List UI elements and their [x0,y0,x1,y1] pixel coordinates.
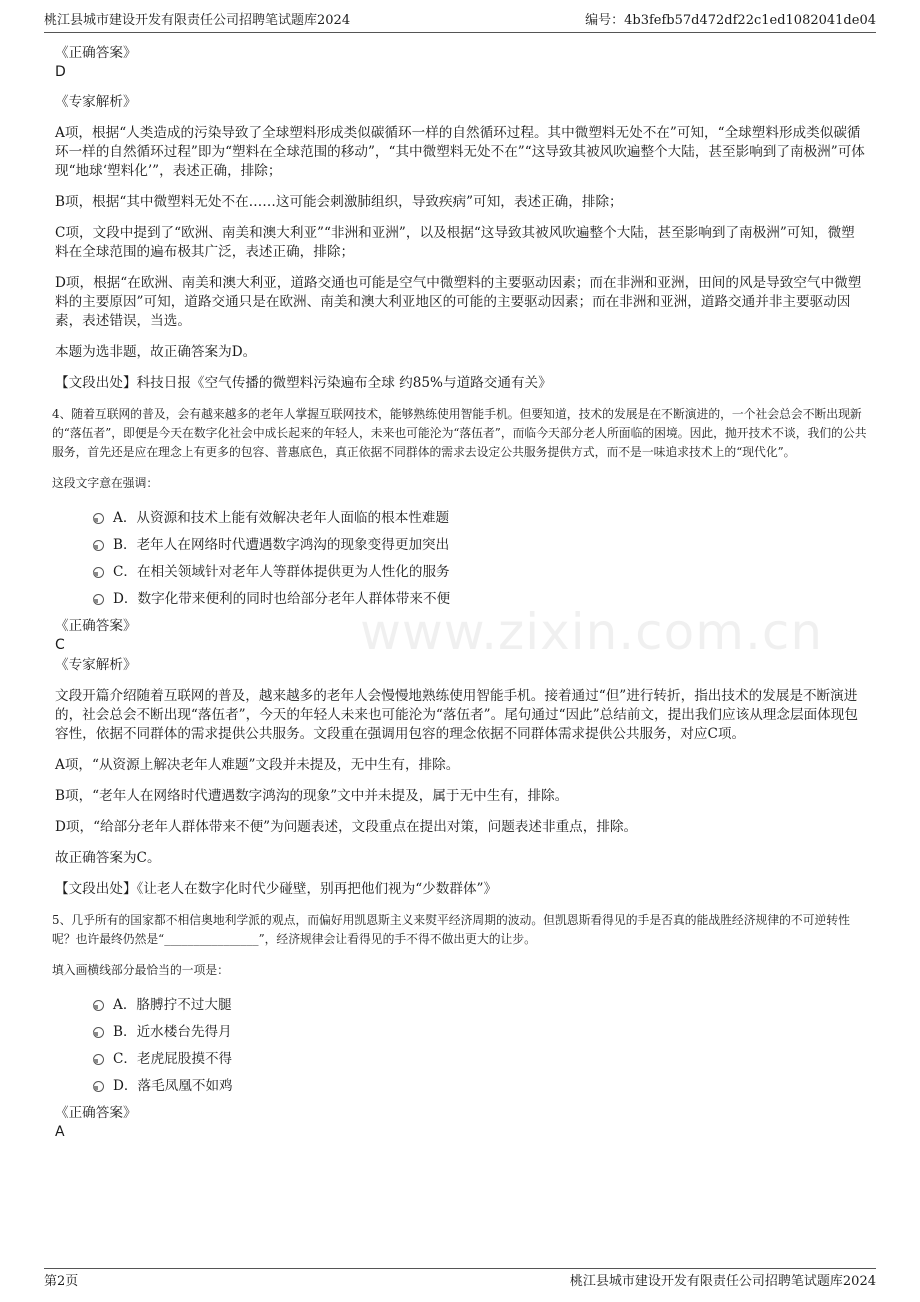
options-list [55,992,867,1100]
radio-icon[interactable] [93,1027,104,1038]
answer-label: 《正确答案》 [55,618,137,634]
option-label: D．落毛凤凰不如鸡 [113,1078,233,1094]
analysis-paragraph: A项，“从资源上解决老年人难题”文段并未提及，无中生有，排除。 [55,757,460,773]
page-number: 第2页 [44,1274,79,1289]
question-prompt: 这段文字意在强调： [52,476,159,490]
analysis-label: 《专家解析》 [55,657,137,673]
analysis-paragraph: 故正确答案为C。 [55,850,161,866]
option-c[interactable] [55,1046,867,1073]
radio-icon[interactable] [93,1000,104,1011]
radio-icon[interactable] [93,513,104,524]
option-a[interactable] [55,505,867,532]
page-content [52,44,867,1141]
radio-icon[interactable] [93,540,104,551]
answer-block-prev [55,44,867,81]
document-code: 编号：4b3fefb57d472df22c1ed1082041de04 [585,13,876,28]
option-d[interactable] [55,586,867,613]
source-citation: 【文段出处】《让老人在数字化时代少碰壁，别再把他们视为“少数群体”》 [55,881,498,897]
option-label: B．老年人在网络时代遭遇数字鸿沟的现象变得更加突出 [113,537,450,553]
option-label: B．近水楼台先得月 [113,1024,232,1040]
option-label: A．从资源和技术上能有效解决老年人面临的根本性难题 [113,510,450,526]
question-stem: 5、几乎所有的国家都不相信奥地利学派的观点，而偏好用凯恩斯主义来熨平经济周期的波动。但凯恩斯看得见的手是否真的能战胜经济规律的不可逆转性呢？也许最终仍然是“________________”，经济规律会让看得见的手不得不做出更大的让步。 [52,913,850,946]
source-citation: 【文段出处】科技日报《空气传播的微塑料污染遍布全球 约85%与道路交通有关》 [55,375,552,391]
footer-title: 桃江县城市建设开发有限责任公司招聘笔试题库2024 [569,1274,876,1289]
header-title: 桃江县城市建设开发有限责任公司招聘笔试题库2024 [44,13,351,28]
watermark: www.zixin.com.cn [360,603,824,661]
answer-label: 《正确答案》 [55,45,137,61]
analysis-paragraph: A项，根据“人类造成的污染导致了全球塑料形成类似碳循环一样的自然循环过程。其中微塑料无处不在”可知，“全球塑料形成类似碳循环一样的自然循环过程”即为“塑料在全球范围的移动”，“其中微塑料无处不在”“这导致其被风吹遍整个大陆，甚至影响到了南极洲”可体现“地球‘塑料化’”，表述正确，排除； [55,125,865,179]
radio-icon[interactable] [93,594,104,605]
analysis-paragraph: D项，根据“在欧洲、南美和澳大利亚，道路交通也可能是空气中微塑料的主要驱动因素；而在非洲和亚洲，田间的风是导致空气中微塑料的主要原因”可知，道路交通只是在欧洲、南美和澳大利亚地区的可能的主要驱动因素；而在非洲和亚洲，道路交通并非主要驱动因素，表述错误，当选。 [55,275,862,329]
option-label: D．数字化带来便利的同时也给部分老年人群体带来不便 [113,591,451,607]
answer-value: A [55,1124,65,1140]
analysis-paragraph: D项，“给部分老年人群体带来不便”为问题表述，文段重点在提出对策，问题表述非重点，排除。 [55,819,638,835]
analysis-paragraph: 本题为选非题，故正确答案为D。 [55,344,257,360]
option-c[interactable] [55,559,867,586]
option-label: C．在相关领域针对老年人等群体提供更为人性化的服务 [113,564,450,580]
radio-icon[interactable] [93,1081,104,1092]
page-header [44,10,876,33]
question-prompt: 填入画横线部分最恰当的一项是： [52,963,229,977]
options-list [55,505,867,613]
radio-icon[interactable] [93,567,104,578]
question-stem: 4、随着互联网的普及，会有越来越多的老年人掌握互联网技术，能够熟练使用智能手机。但要知道，技术的发展是在不断演进的，一个社会总会不断出现新的“落伍者”，即便是今天在数字化社会中成长起来的年轻人，未来也可能沦为“落伍者”，而临今天部分老人所面临的困境。因此，抛开技术不谈，我们的公共服务，首先还是应在理念上有更多的包容、普惠底色，真正依据不同群体的需求去设定公共服务提供方式，而不是一味追求技术上的“现代化”。 [52,407,867,459]
option-d[interactable] [55,1073,867,1100]
option-b[interactable] [55,1019,867,1046]
option-label: C．老虎屁股摸不得 [113,1051,233,1067]
analysis-label: 《专家解析》 [55,94,137,110]
page-footer [44,1268,876,1291]
answer-value: D [55,64,66,80]
answer-value: C [55,637,65,653]
analysis-paragraph: C项，文段中提到了“欧洲、南美和澳大利亚”“非洲和亚洲”，以及根据“这导致其被风吹遍整个大陆，甚至影响到了南极洲”可知，微塑料在全球范围的遍布极其广泛，表述正确，排除； [55,225,855,260]
option-b[interactable] [55,532,867,559]
answer-label: 《正确答案》 [55,1105,137,1121]
analysis-paragraph: B项，“老年人在网络时代遭遇数字鸿沟的现象”文中并未提及，属于无中生有，排除。 [55,788,569,804]
analysis-paragraph: 文段开篇介绍随着互联网的普及，越来越多的老年人会慢慢地熟练使用智能手机。接着通过“但”进行转折，指出技术的发展是不断演进的，社会总会不断出现“落伍者”，今天的年轻人未来也可能沦为“落伍者”。尾句通过“因此”总结前文，提出我们应该从理念层面体现包容性，依据不同群体的需求提供公共服务。文段重在强调用包容的理念依据不同群体需求提供公共服务，对应C项。 [55,688,858,742]
analysis-paragraph: B项，根据“其中微塑料无处不在……这可能会刺激肺组织，导致疾病”可知，表述正确，排除； [55,194,623,210]
option-label: A．胳膊拧不过大腿 [113,997,232,1013]
option-a[interactable] [55,992,867,1019]
radio-icon[interactable] [93,1054,104,1065]
